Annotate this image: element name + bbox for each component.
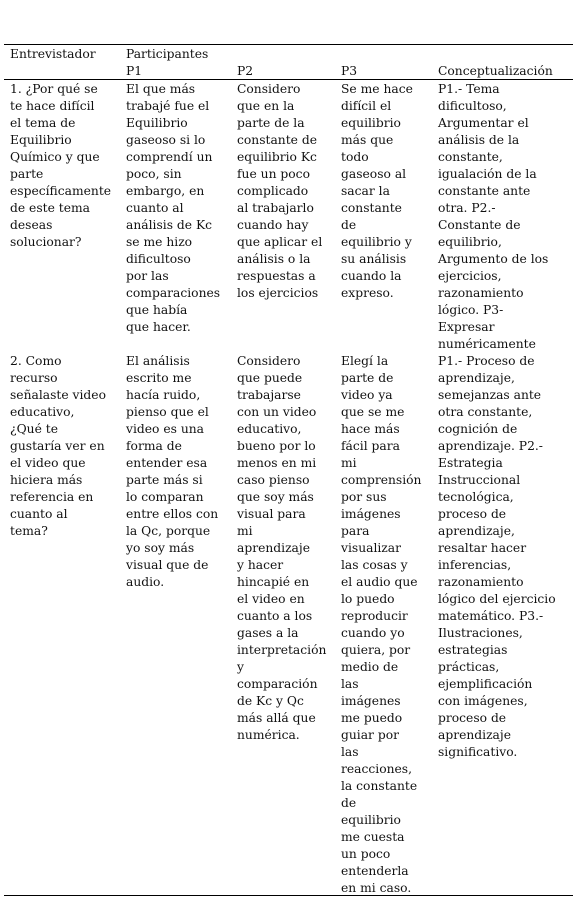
text-line: complicado [237, 184, 309, 198]
text-line: tecnológica, [438, 490, 514, 504]
text-line: Considero [237, 354, 301, 368]
text-line: con imágenes, [438, 694, 528, 708]
text-line: Expresar [438, 320, 495, 334]
text-line: escrito me [126, 371, 192, 385]
text-line: equilibrio [341, 813, 401, 827]
text-line: y hacer [237, 558, 284, 572]
text-line: te hace difícil [10, 99, 95, 113]
text-line: razonamiento [438, 286, 524, 300]
row1-p1-answer [126, 81, 234, 336]
text-line: cuanto a los [237, 609, 313, 623]
text-line: las cosas y [341, 558, 408, 572]
text-line: con un video [237, 405, 317, 419]
text-line: dificultoso [126, 252, 191, 266]
text-line: comprensión [341, 473, 422, 487]
text-line: sacar la [341, 184, 390, 198]
text-line: Equilibrio [126, 116, 188, 130]
text-line: hacía ruido, [126, 388, 201, 402]
text-line: educativo, [237, 422, 302, 436]
row2-conceptualization [438, 353, 568, 761]
text-line: tema? [10, 524, 48, 538]
text-line: matemático. P3.- [438, 609, 544, 623]
text-line: ejercicios, [438, 269, 502, 283]
text-line: imágenes [341, 694, 401, 708]
text-line: parte más si [126, 473, 203, 487]
text-line: análisis de la [438, 133, 520, 147]
text-line: Estrategia [438, 456, 503, 470]
text-line: El análisis [126, 354, 190, 368]
text-line: menos en mi [237, 456, 317, 470]
text-line: cuando la [341, 269, 402, 283]
text-line: numérica. [237, 728, 300, 742]
text-line: análisis de Kc [126, 218, 213, 232]
row2-question [10, 353, 122, 540]
text-line: entenderla [341, 864, 409, 878]
text-line: caso pienso [237, 473, 310, 487]
text-line: análisis o la [237, 252, 311, 266]
text-line: que había [126, 303, 188, 317]
text-line: aprendizaje. P2.- [438, 439, 543, 453]
text-line: por las [126, 269, 169, 283]
text-line: cuanto al [126, 201, 184, 215]
row1-question [10, 81, 122, 251]
text-line: interpretación [237, 643, 327, 657]
text-line: constante de [237, 133, 317, 147]
text-line: proceso de [438, 711, 507, 725]
text-line: inferencias, [438, 558, 512, 572]
text-line: razonamiento [438, 575, 524, 589]
text-line: solucionar? [10, 235, 82, 249]
text-line: el video en [237, 592, 305, 606]
text-line: parte de la [237, 116, 305, 130]
text-line: Químico y que [10, 150, 100, 164]
table-top-rule [4, 44, 573, 45]
text-line: más allá que [237, 711, 316, 725]
text-line: resaltar hacer [438, 541, 527, 555]
text-line: igualación de la [438, 167, 537, 181]
text-line: poco, sin [126, 167, 182, 181]
text-line: en mi caso. [341, 881, 412, 895]
text-line: Considero [237, 82, 301, 96]
text-line: que hacer. [126, 320, 191, 334]
text-line: de [341, 796, 357, 810]
text-line: lógico del ejercicio [438, 592, 556, 606]
text-line: ¿Qué te [10, 422, 58, 436]
text-line: otra. P2.- [438, 201, 496, 215]
text-line: reacciones, [341, 762, 413, 776]
text-line: Se me hace [341, 82, 413, 96]
text-line: comparación [237, 677, 318, 691]
text-line: lógico. P3- [438, 303, 504, 317]
text-line: hincapié en [237, 575, 310, 589]
text-line: se me hizo [126, 235, 193, 249]
text-line: Equilibrio [10, 133, 72, 147]
text-line: Argumentar el [438, 116, 529, 130]
text-line: yo soy más [126, 541, 195, 555]
text-line: los ejercicios [237, 286, 319, 300]
text-line: constante [341, 201, 402, 215]
text-line: forma de [126, 439, 182, 453]
text-line: por sus [341, 490, 387, 504]
text-line: Argumento de los [438, 252, 549, 266]
text-line: las [341, 677, 359, 691]
text-line: equilibrio Kc [237, 150, 317, 164]
text-line: difícil el [341, 99, 392, 113]
text-line: El que más [126, 82, 196, 96]
header-interviewer: Entrevistador [10, 47, 96, 61]
text-line: quiera, por [341, 643, 411, 657]
row2-p1-answer [126, 353, 234, 591]
row1-p3-answer [341, 81, 435, 302]
text-line: Ilustraciones, [438, 626, 523, 640]
row2-p3-answer [341, 353, 435, 897]
text-line: me cuesta [341, 830, 405, 844]
text-line: mi [341, 456, 357, 470]
text-line: prácticas, [438, 660, 500, 674]
header-participants-label: Participantes [126, 47, 209, 61]
text-line: las [341, 745, 359, 759]
text-line: todo [341, 150, 369, 164]
text-line: mi [237, 524, 253, 538]
text-line: gustaría ver en [10, 439, 105, 453]
text-line: cuanto al [10, 507, 68, 521]
text-line: más que [341, 133, 394, 147]
text-line: fue un poco [237, 167, 310, 181]
text-line: constante, [438, 150, 503, 164]
text-line: comparaciones [126, 286, 221, 300]
text-line: respuestas a [237, 269, 316, 283]
text-line: de Kc y Qc [237, 694, 304, 708]
text-line: hiciera más [10, 473, 83, 487]
text-line: Instruccional [438, 473, 521, 487]
text-line: señalaste video [10, 388, 106, 402]
text-line: de [341, 218, 357, 232]
text-line: Constante de [438, 218, 521, 232]
text-line: imágenes [341, 507, 401, 521]
text-line: un poco [341, 847, 391, 861]
header-p1: P1 [126, 64, 143, 78]
text-line: numéricamente [438, 337, 536, 351]
text-line: específicamente [10, 184, 112, 198]
text-line: audio. [126, 575, 165, 589]
text-line: cuando yo [341, 626, 405, 640]
text-line: P1.- Tema [438, 82, 500, 96]
text-line: me puedo [341, 711, 403, 725]
text-line: educativo, [10, 405, 75, 419]
text-line: que se me [341, 405, 405, 419]
text-line: gases a la [237, 626, 299, 640]
text-line: para [341, 524, 370, 538]
header-p3: P3 [341, 64, 358, 78]
text-line: su análisis [341, 252, 407, 266]
text-line: otra constante, [438, 405, 533, 419]
text-line: visualizar [341, 541, 401, 555]
text-line: equilibrio y [341, 235, 412, 249]
text-line: reproducir [341, 609, 408, 623]
table-bottom-rule [4, 895, 573, 896]
text-line: aprendizaje [438, 728, 511, 742]
header-p2: P2 [237, 64, 254, 78]
text-line: parte de [341, 371, 394, 385]
text-line: al trabajarlo [237, 201, 314, 215]
text-line: de este tema [10, 201, 90, 215]
text-line: trabajé fue el [126, 99, 210, 113]
text-line: cognición de [438, 422, 518, 436]
text-line: el audio que [341, 575, 418, 589]
text-line: expreso. [341, 286, 394, 300]
text-line: constante ante [438, 184, 531, 198]
text-line: estrategias [438, 643, 508, 657]
text-line: que aplicar el [237, 235, 323, 249]
text-line: 2. Como [10, 354, 62, 368]
text-line: que en la [237, 99, 295, 113]
text-line: la constante [341, 779, 418, 793]
text-line: entender esa [126, 456, 208, 470]
text-line: P1.- Proceso de [438, 354, 535, 368]
text-line: pienso que el [126, 405, 209, 419]
row1-p2-answer [237, 81, 337, 302]
text-line: cuando hay [237, 218, 309, 232]
text-line: y [237, 660, 244, 674]
text-line: parte [10, 167, 44, 181]
text-line: el tema de [10, 116, 76, 130]
text-line: embargo, en [126, 184, 205, 198]
text-line: entre ellos con [126, 507, 219, 521]
text-line: visual que de [126, 558, 209, 572]
text-line: video es una [126, 422, 205, 436]
text-line: aprendizaje [237, 541, 310, 555]
text-line: bueno por lo [237, 439, 316, 453]
text-line: que puede [237, 371, 303, 385]
text-line: gaseoso al [341, 167, 407, 181]
text-line: equilibrio, [438, 235, 502, 249]
text-line: hace más [341, 422, 400, 436]
text-line: recurso [10, 371, 58, 385]
text-line: referencia en [10, 490, 94, 504]
text-line: significativo. [438, 745, 518, 759]
header-conceptualization: Conceptualización [438, 64, 553, 78]
text-line: aprendizaje, [438, 524, 515, 538]
text-line: proceso de [438, 507, 507, 521]
text-line: que soy más [237, 490, 314, 504]
text-line: fácil para [341, 439, 400, 453]
text-line: trabajarse [237, 388, 301, 402]
text-line: ejemplificación [438, 677, 533, 691]
text-line: 1. ¿Por qué se [10, 82, 98, 96]
row1-conceptualization [438, 81, 568, 353]
text-line: la Qc, porque [126, 524, 211, 538]
text-line: semejanzas ante [438, 388, 542, 402]
header-participants [126, 46, 234, 80]
text-line: lo comparan [126, 490, 204, 504]
text-line: deseas [10, 218, 53, 232]
text-line: el video que [10, 456, 86, 470]
text-line: visual para [237, 507, 306, 521]
text-line: dificultoso, [438, 99, 507, 113]
text-line: video ya [341, 388, 393, 402]
text-line: comprendí un [126, 150, 213, 164]
text-line: equilibrio [341, 116, 401, 130]
text-line: medio de [341, 660, 399, 674]
text-line: lo puedo [341, 592, 395, 606]
row2-p2-answer [237, 353, 337, 744]
text-line: Elegí la [341, 354, 389, 368]
text-line: guiar por [341, 728, 399, 742]
text-line: gaseoso si lo [126, 133, 206, 147]
text-line: aprendizaje, [438, 371, 515, 385]
